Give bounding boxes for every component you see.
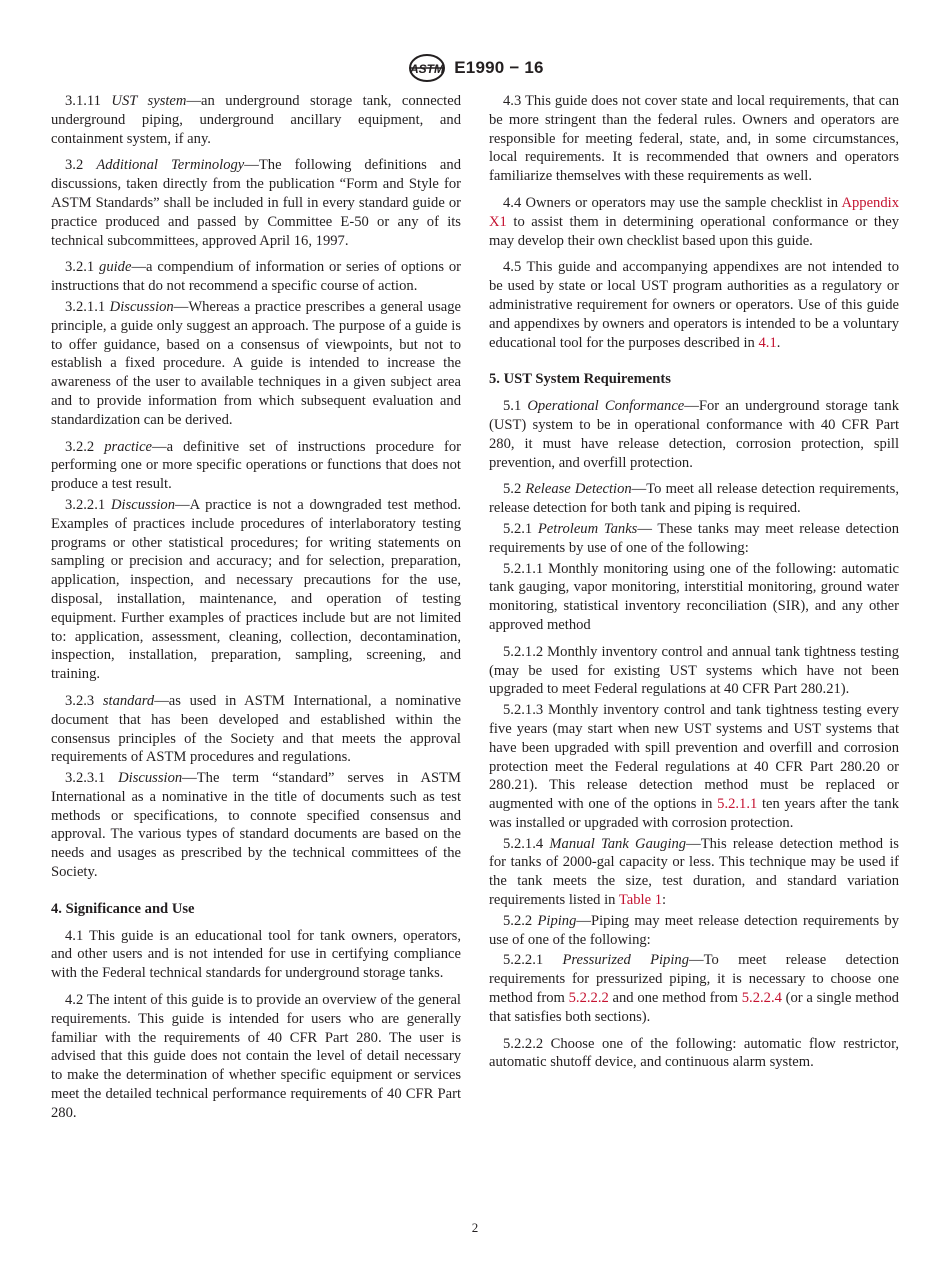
para-3-1-11: 3.1.11 UST system—an underground storage tank, connected underground piping, underground ancillary equipment, and containment system, if any. [51,93,461,147]
section-heading-5: 5. UST System Requirements [489,371,671,388]
link-section-4-1[interactable]: 4.1 [758,334,777,351]
para-5-2-2: 5.2.2 Piping—Piping may meet release detection requirements by use of one of the following: [489,912,899,948]
para-4-4: 4.4 Owners or operators may use the sample checklist in Appendix X1 to assist them in determining operational conformance or they may develop their own checklist based upon this guide. [489,194,899,249]
para-5-2-1-4: 5.2.1.4 Manual Tank Gauging—This release detection method is for tanks of 2000-gal capacity or less. This technique may be used if the tank meets the size, test duration, and standard variation requirements listed in Table 1: [489,835,899,909]
page-header [0,52,950,84]
link-section-5-2-2-2[interactable]: 5.2.2.2 [568,990,609,1007]
link-section-5-2-1-1[interactable]: 5.2.1.1 [717,796,758,813]
para-5-1: 5.1 Operational Conformance—For an underground storage tank (UST) system to be in operational conformance with 40 CFR Part 280, it must have release detection, corrosion protection, spill prevention, and overfill protection. [489,398,899,471]
para-3-2-2-1: 3.2.2.1 Discussion—A practice is not a downgraded test method. Examples of practices include procedures of interlaboratory testing programs or other statistical procedures; for writing statements on sampling or precision and accuracy; and for selection, preparation, application, inspection, and necessary precautions for the use, disposal, installation, maintenance, and operation of testing equipment. Further examples of practices include but are not limited to: application, assessment, cleaning, collection, decontamination, inspection, installation, preparation, sampling, screening, and training. [51,496,461,683]
para-4-3: 4.3 This guide does not cover state and local requirements, that can be more stringent than the federal rules. Owners and operators are responsible for meeting federal, state, and, in some circumstances, local requirements. It is recommended that owners and operators familiarize themselves with these requirements as well. [489,93,899,185]
link-table-1[interactable]: Table 1 [618,892,662,909]
para-3-2-3: 3.2.3 standard—as used in ASTM International, a nominative document that has been developed and established within the consensus principles of the Society and that meets the approval requirements of ASTM procedures and regulations. [51,692,462,766]
para-5-2-1-3: 5.2.1.3 Monthly inventory control and tank tightness testing every five years (may start when new UST systems and UST systems that have been upgraded with spill prevention and overfill and corrosion protection meet the Federal regulations at 40 CFR Part 280.20 or 280.21). This release detection method must be replaced or augmented with one of the options in 5.2.1.1 ten years after the tank was installed or upgraded with corrosion protection. [489,702,899,831]
astm-logo-icon [406,53,448,83]
para-3-2-2: 3.2.2 practice—a definitive set of instructions procedure for performing one or more specific operations or functions that does not produce a test result. [51,438,461,493]
para-3-2-1-1: 3.2.1.1 Discussion—Whereas a practice prescribes a general usage principle, a guide only suggest an approach. The purpose of a guide is to offer guidance, based on a consensus of viewpoints, but not to establish a fixed procedure. A guide is intended to increase the awareness of the user to available techniques in a given subject area and to provide information from which subsequent evaluation and standardization can be derived. [51,298,461,428]
para-5-2-1: 5.2.1 Petroleum Tanks— These tanks may meet release detection requirements by use of one of the following: [489,520,899,556]
svg-text:ASTM: ASTM [410,62,445,76]
link-appendix-x1[interactable]: Appendix X1 [489,194,899,230]
para-4-1: 4.1 This guide is an educational tool for tank owners, operators, and other users and is not intended for use in certifying compliance with the Federal technical standards for underground storage tanks. [51,927,461,982]
para-3-2-3-1: 3.2.3.1 Discussion—The term “standard” serves in ASTM International as a nominative in the title of documents such as test methods or specifications, to connote specified consensus and approval. The various types of standard documents are based on the needs and usages as prescribed by the technical committees of the Society. [51,770,461,881]
right-column [489,92,899,1080]
para-3-2: 3.2 Additional Terminology—The following definitions and discussions, taken directly from the publication “Form and Style for ASTM Standards” shall be included in full in every standard guide or practice produced and passed by Committee E-50 or any of its technical subcommittees, approved April 16, 1997. [51,157,461,249]
para-5-2-2-1: 5.2.2.1 Pressurized Piping—To meet release detection requirements for pressurized piping, it is necessary to choose one method from 5.2.2.2 and one method from 5.2.2.4 (or a single method that satisfies both sections). [489,952,900,1025]
page-number: 2 [471,1220,479,1235]
designation: E1990 − 16 [454,58,544,77]
para-5-2-1-1: 5.2.1.1 Monthly monitoring using one of the following: automatic tank gauging, vapor monitoring, interstitial monitoring, ground water monitoring, statistical inventory reconciliation (SIR), and any other approved method [489,560,899,633]
para-5-2-2-2: 5.2.2.2 Choose one of the following: automatic flow restrictor, automatic shutoff device, and continuous alarm system. [489,1035,899,1071]
para-4-2: 4.2 The intent of this guide is to provide an overview of the general requirements. This guide is intended for users who are generally familiar with the requirements of 40 CFR Part 280. The user is advised that this guide does not contain the level of detail necessary to make the determination of whether specific equipment or services meet the detailed technical performance requirements of 40 CFR Part 280. [51,992,461,1121]
para-5-2: 5.2 Release Detection—To meet all release detection requirements, release detection for both tank and piping is required. [489,481,899,517]
para-4-5: 4.5 This guide and accompanying appendixes are not intended to be used by state or local UST program authorities as a regulatory or administrative requirement for owners or operators. Use of this guide and appendixes by owners and operators is intended to be a voluntary educational tool for the purposes described in 4.1. [489,259,899,351]
para-3-2-1: 3.2.1 guide—a compendium of information or series of options or instructions that do not recommend a specific course of action. [51,259,462,295]
para-5-2-1-2: 5.2.1.2 Monthly inventory control and annual tank tightness testing (may be used for existing UST systems which have not been upgraded to meet Federal regulations at 40 CFR Part 280.21). [489,643,899,698]
left-column [51,92,461,1131]
section-heading-4: 4. Significance and Use [51,900,195,917]
link-section-5-2-2-4[interactable]: 5.2.2.4 [741,990,782,1007]
